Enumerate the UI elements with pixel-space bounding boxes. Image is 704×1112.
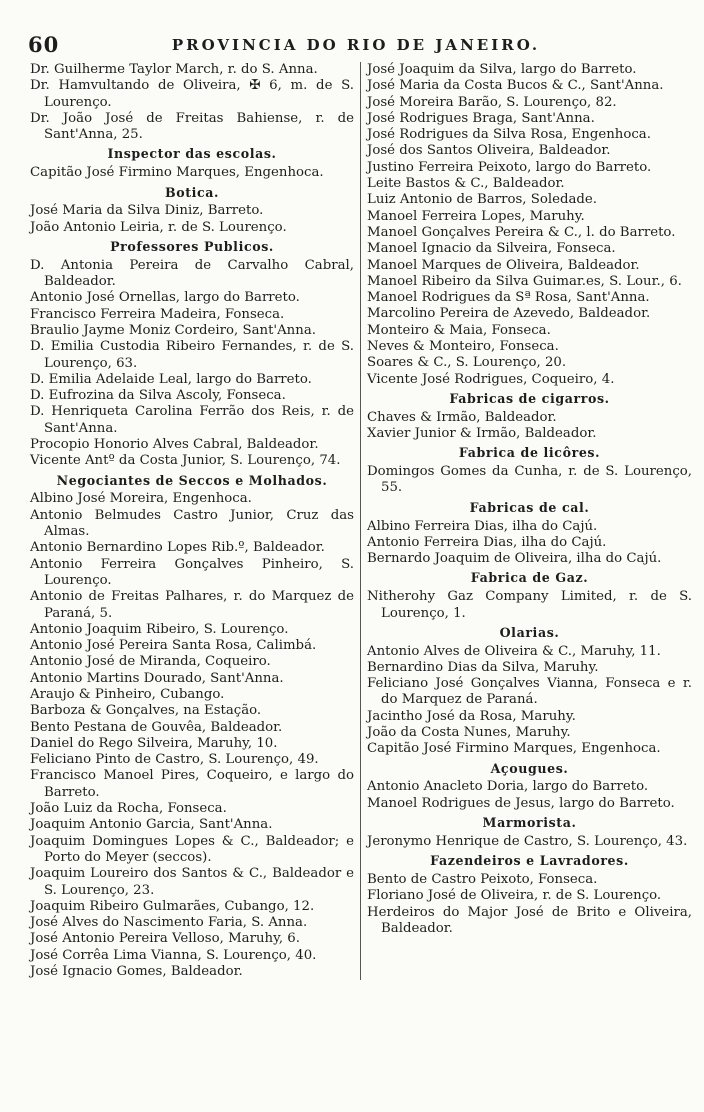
- directory-entry: D. Emilia Adelaide Leal, largo do Barreto.: [30, 371, 312, 387]
- section-heading: Olarias.: [499, 624, 560, 640]
- directory-entry: Bernardino Dias da Silva, Maruhy.: [367, 659, 599, 675]
- directory-entry: José Ignacio Gomes, Baldeador.: [30, 964, 243, 980]
- directory-entry: José Moreira Barão, S. Lourenço, 82.: [367, 94, 617, 110]
- directory-entry: Nitherohy Gaz Company Limited, r. de S. Lourenço, 1.: [367, 589, 692, 621]
- directory-entry: Capitão José Firmino Marques, Engenhoca.: [367, 741, 661, 757]
- directory-entry: Manoel Ferreira Lopes, Maruhy.: [367, 208, 585, 224]
- directory-entry: Neves & Monteiro, Fonseca.: [367, 339, 559, 355]
- directory-entry: Bernardo Joaquim de Oliveira, ilha do Cajú.: [367, 551, 662, 567]
- directory-entry: Antonio Anacleto Doria, largo do Barreto.: [367, 779, 649, 795]
- directory-entry: José Rodrigues da Silva Rosa, Engenhoca.: [367, 127, 651, 143]
- directory-entry: Antonio José Pereira Santa Rosa, Calimbá.: [30, 638, 317, 654]
- section-heading: Inspector das escolas.: [107, 146, 277, 162]
- directory-entry: Herdeiros do Major José de Brito e Oliveira, Baldeador.: [367, 904, 692, 936]
- directory-entry: João Antonio Leiria, r. de S. Lourenço.: [30, 219, 287, 235]
- directory-entry: Joaquim Domingues Lopes & C., Baldeador; e Porto do Meyer (seccos).: [30, 833, 354, 865]
- directory-entry: D. Eufrozina da Silva Ascoly, Fonseca.: [30, 388, 286, 404]
- directory-entry: Antonio Belmudes Castro Junior, Cruz das Almas.: [30, 507, 354, 540]
- directory-entry: Joaquim Antonio Garcia, Sant'Anna.: [30, 817, 273, 833]
- directory-entry: Jeronymo Henrique de Castro, S. Lourenço, 43.: [367, 833, 688, 849]
- directory-entry: Antonio Ferreira Dias, ilha do Cajú.: [367, 534, 607, 550]
- page-header: [22, 32, 690, 62]
- directory-entry: Manoel Rodrigues da Sª Rosa, Sant'Anna.: [367, 290, 650, 306]
- directory-entry: Francisco Ferreira Madeira, Fonseca.: [30, 306, 285, 322]
- directory-entry: Dr. Hamvultando de Oliveira, ✠ 6, m. de S. Lourenço.: [30, 78, 354, 110]
- section-heading: Marmorista.: [482, 815, 577, 831]
- section-heading: Fabricas de cigarros.: [449, 390, 610, 406]
- directory-entry: Chaves & Irmão, Baldeador.: [367, 409, 557, 425]
- directory-entry: José Alves do Nascimento Faria, S. Anna.: [30, 915, 308, 931]
- directory-entry: Antonio Joaquim Ribeiro, S. Lourenço.: [30, 621, 289, 637]
- directory-entry: Leite Bastos & C., Baldeador.: [367, 176, 565, 192]
- directory-entry: Manoel Marques de Oliveira, Baldeador.: [367, 257, 640, 273]
- directory-entry: João Luiz da Rocha, Fonseca.: [30, 801, 227, 817]
- directory-entry: Antonio Martins Dourado, Sant'Anna.: [30, 670, 284, 686]
- directory-entry: Feliciano José Gonçalves Vianna, Fonseca e r. do Marquez de Paraná.: [367, 676, 692, 708]
- directory-entry: Floriano José de Oliveira, r. de S. Lourenço.: [367, 888, 662, 904]
- directory-entry: D. Henriqueta Carolina Ferrão dos Reis, r. de Sant'Anna.: [30, 404, 354, 436]
- right-column: [361, 62, 692, 980]
- directory-entry: Procopio Honorio Alves Cabral, Baldeador.: [30, 437, 319, 453]
- directory-entry: Antonio de Freitas Palhares, r. do Marquez de Paraná, 5.: [30, 589, 354, 621]
- directory-entry: Antonio Ferreira Gonçalves Pinheiro, S. Lourenço.: [30, 556, 354, 588]
- directory-entry: Antonio José de Miranda, Coqueiro.: [30, 654, 271, 670]
- section-heading: Fazendeiros e Lavradores.: [430, 853, 629, 869]
- page-number: 60: [28, 32, 60, 57]
- section-heading: Professores Publicos.: [110, 238, 274, 254]
- directory-entry: Francisco Manoel Pires, Coqueiro, e largo do Barreto.: [30, 768, 354, 800]
- directory-entry: Manoel Gonçalves Pereira & C., l. do Barreto.: [367, 224, 676, 240]
- section-heading: Fabrica de Gaz.: [470, 570, 589, 586]
- directory-entry: Feliciano Pinto de Castro, S. Lourenço, 49.: [30, 752, 319, 768]
- directory-entry: José dos Santos Oliveira, Baldeador.: [367, 143, 611, 159]
- directory-entry: Joaquim Ribeiro Gulmarães, Cubango, 12.: [30, 898, 315, 914]
- section-heading: Açougues.: [490, 760, 569, 776]
- directory-entry: Manoel Rodrigues de Jesus, largo do Barreto.: [367, 795, 675, 811]
- directory-entry: Bento Pestana de Gouvêa, Baldeador.: [30, 719, 283, 735]
- running-title: PROVINCIA DO RIO DE JANEIRO.: [171, 36, 541, 54]
- directory-entry: Antonio Bernardino Lopes Rib.º, Baldeador.: [30, 540, 325, 556]
- directory-entry: Luiz Antonio de Barros, Soledade.: [367, 192, 598, 208]
- directory-entry: Braulio Jayme Moniz Cordeiro, Sant'Anna.: [30, 322, 316, 338]
- directory-entry: Antonio José Ornellas, largo do Barreto.: [30, 290, 300, 306]
- directory-entry: Marcolino Pereira de Azevedo, Baldeador.: [367, 306, 651, 322]
- directory-entry: Vicente Antº da Costa Junior, S. Lourenço, 74.: [30, 453, 341, 469]
- directory-entry: Manoel Ignacio da Silveira, Fonseca.: [367, 241, 616, 257]
- directory-entry: José Antonio Pereira Velloso, Maruhy, 6.: [30, 931, 300, 947]
- directory-entry: Manoel Ribeiro da Silva Guimar.es, S. Lour., 6.: [367, 273, 682, 289]
- directory-entry: José Joaquim da Silva, largo do Barreto.: [367, 62, 637, 77]
- directory-entry: Capitão José Firmino Marques, Engenhoca.: [30, 165, 324, 181]
- section-heading: Botica.: [164, 184, 220, 200]
- directory-entry: Domingos Gomes da Cunha, r. de S. Lourenço, 55.: [367, 464, 692, 496]
- directory-entry: José Maria da Silva Diniz, Barreto.: [30, 203, 264, 219]
- section-heading: Fabrica de licôres.: [458, 445, 601, 461]
- left-column: [30, 62, 361, 980]
- directory-entry: José Maria da Costa Bucos & C., Sant'Anna.: [367, 78, 664, 94]
- directory-entry: Xavier Junior & Irmão, Baldeador.: [367, 426, 597, 442]
- directory-entry: Justino Ferreira Peixoto, largo do Barreto.: [367, 159, 652, 175]
- directory-entry: D. Antonia Pereira de Carvalho Cabral, Baldeador.: [30, 257, 354, 290]
- directory-entry: José Corrêa Lima Vianna, S. Lourenço, 40.: [30, 947, 317, 963]
- section-heading: Fabricas de cal.: [469, 499, 590, 515]
- directory-entry: Antonio Alves de Oliveira & C., Maruhy, 11.: [367, 643, 661, 659]
- directory-entry: D. Emilia Custodia Ribeiro Fernandes, r. de S. Lourenço, 63.: [30, 339, 354, 371]
- directory-entry: Dr. João José de Freitas Bahiense, r. de Sant'Anna, 25.: [30, 110, 354, 143]
- directory-entry: Albino José Moreira, Engenhoca.: [30, 491, 252, 507]
- directory-entry: Soares & C., S. Lourenço, 20.: [367, 355, 567, 371]
- directory-entry: Dr. Guilherme Taylor March, r. do S. Anna.: [30, 62, 318, 77]
- section-heading: Negociantes de Seccos e Molhados.: [56, 472, 328, 488]
- directory-entry: Bento de Castro Peixoto, Fonseca.: [367, 871, 598, 887]
- directory-entry: João da Costa Nunes, Maruhy.: [367, 725, 571, 741]
- directory-entry: Jacintho José da Rosa, Maruhy.: [367, 708, 576, 724]
- directory-entry: Barboza & Gonçalves, na Estação.: [30, 703, 262, 719]
- directory-entry: Monteiro & Maia, Fonseca.: [367, 322, 551, 338]
- directory-entry: Joaquim Loureiro dos Santos & C., Baldeador e S. Lourenço, 23.: [30, 866, 354, 898]
- directory-entry: Daniel do Rego Silveira, Maruhy, 10.: [30, 735, 278, 751]
- directory-entry: Araujo & Pinheiro, Cubango.: [30, 686, 225, 702]
- directory-entry: José Rodrigues Braga, Sant'Anna.: [367, 110, 595, 126]
- two-column-body: [30, 62, 692, 980]
- directory-entry: Albino Ferreira Dias, ilha do Cajú.: [367, 518, 598, 534]
- directory-entry: Vicente José Rodrigues, Coqueiro, 4.: [367, 371, 615, 387]
